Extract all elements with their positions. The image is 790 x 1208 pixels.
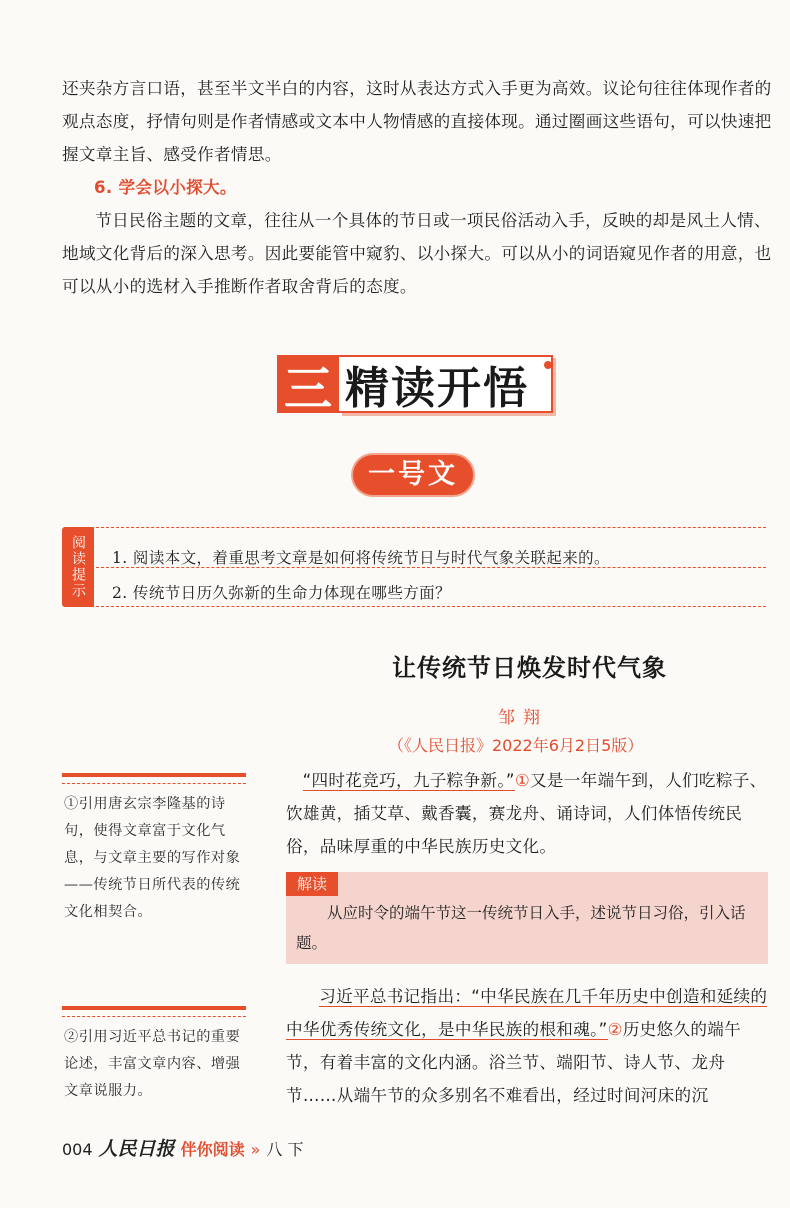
side-note-2-divider <box>62 1016 246 1017</box>
tips-top-divider <box>96 527 766 528</box>
tips-bottom-divider <box>96 606 766 607</box>
paragraph-6: 节日民俗主题的文章，往往从一个具体的节日或一项民俗活动入手，反映的却是风土人情、地域文化背后的深入思考。因此要能管中窥豹、以小探大。可以从小的词语窥见作者的用意，也可以从小的选材入手推断作者取舍背后的态度。 <box>62 211 772 296</box>
heading-6: 6. 学会以小探大。 <box>94 178 237 197</box>
commentary-text: 从应时令的端午节这一传统节日入手，述说节日习俗，引入话题。 <box>296 904 746 952</box>
body-paragraph-2-text: 历史悠久的端午节，有着丰富的文化内涵。浴兰节、端阳节、诗人节、龙舟节……从端午节的众多别名不难看出，经过时间河床的沉 <box>286 1020 742 1105</box>
article-title: 让传统节日焕发时代气象 <box>392 654 667 682</box>
annotation-mark-2: ② <box>607 1020 623 1039</box>
body-paragraph-2 <box>286 980 770 1112</box>
section-title: 精读开悟 <box>339 355 553 413</box>
side-note-2-bar <box>62 1006 246 1010</box>
newspaper-logo: 人民日报 <box>98 1138 175 1160</box>
intro-paragraph: 还夹杂方言口语，甚至半文半白的内容，这时从表达方式入手更为高效。议论句往往体现作者的观点态度，抒情句则是作者情感或文本中人物情感的直接体现。通过圈画这些语句，可以快速把握文章主旨、感受作者情思。 <box>62 79 772 164</box>
side-note-1-divider <box>62 783 246 784</box>
xi-quote: 习近平总书记指出：“中华民族在几千年历史中创造和延续的中华优秀传统文化，是中华民族的根和魂。” <box>286 987 768 1039</box>
series-name: 伴你阅读 <box>180 1140 245 1159</box>
poem-quote: “四时花竞巧，九子粽争新。” <box>302 771 515 790</box>
annotation-mark-1: ① <box>514 771 530 790</box>
commentary-label: 解读 <box>286 872 338 896</box>
section-banner <box>277 355 553 417</box>
body-paragraph-1-text: 又是一年端午到，人们吃粽子、饮雄黄，插艾草、戴香囊，赛龙舟、诵诗词，人们体悟传统民俗，品味厚重的中华民族历史文化。 <box>286 771 767 856</box>
reading-tips-label: 阅读提示 <box>62 527 94 607</box>
page-footer <box>62 1134 303 1161</box>
tip-item-2: 2. 传统节日历久弥新的生命力体现在哪些方面？ <box>112 584 451 602</box>
page-number: 004 <box>62 1140 93 1159</box>
tip-item-1: 1. 阅读本文，着重思考文章是如何将传统节日与时代气象关联起来的。 <box>112 549 610 567</box>
article-source: （《人民日报》2022年6月2日5版） <box>388 736 644 755</box>
article-number-badge: 一号文 <box>353 455 473 495</box>
banner-dot-icon <box>544 361 552 369</box>
body-paragraph-1 <box>286 764 770 863</box>
arrows-icon: » <box>250 1140 261 1159</box>
grade-label: 八 下 <box>266 1140 304 1159</box>
tips-middle-divider <box>96 567 766 568</box>
side-note-2: ②引用习近平总书记的重要论述，丰富文章内容、增强文章说服力。 <box>64 1029 241 1099</box>
side-note-1-bar <box>62 773 246 777</box>
article-author: 邹翔 <box>498 708 548 728</box>
section-number: 三 <box>277 355 339 413</box>
side-note-1: ①引用唐玄宗李隆基的诗句，使得文章富于文化气息，与文章主要的写作对象——传统节日所代表的传统文化相契合。 <box>64 796 241 920</box>
